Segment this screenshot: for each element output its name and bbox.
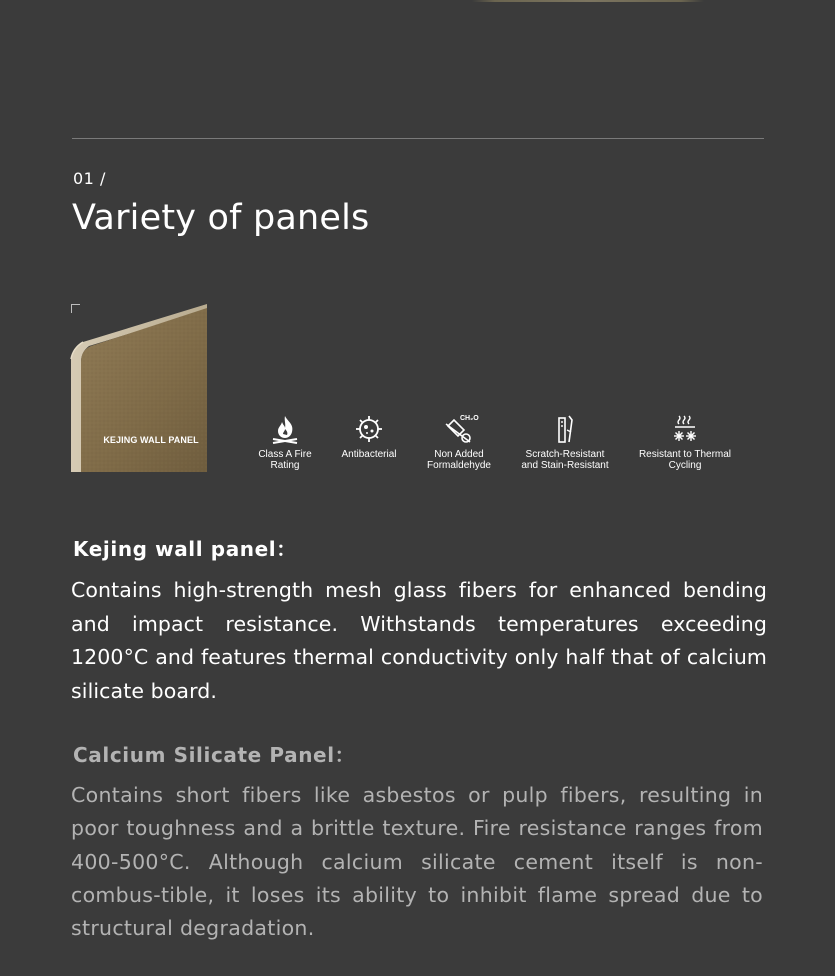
thermal-cycling-icon: [668, 412, 702, 446]
panel-image-label: KEJING WALL PANEL: [103, 435, 199, 445]
feature-label: Class A Fire Rating: [258, 449, 312, 471]
kejing-heading: Kejing wall panel：: [73, 537, 297, 561]
feature-label: Resistant to Thermal Cycling: [638, 449, 732, 471]
formaldehyde-icon: [442, 412, 479, 446]
calcium-heading: Calcium Silicate Panel：: [73, 743, 356, 767]
page-title: Variety of panels: [72, 198, 370, 238]
feature-formaldehyde: [422, 412, 496, 471]
antibacterial-icon: [352, 412, 386, 446]
feature-label: Non Added Formaldehyde: [427, 449, 491, 471]
panel-sample-image: [71, 304, 207, 472]
feature-fire-rating: [254, 412, 316, 471]
feature-thermal-cycling: [633, 412, 737, 471]
top-image-edge: [472, 0, 704, 2]
formaldehyde-icon-text: CH₂O: [460, 415, 479, 422]
feature-label: Scratch-Resistant and Stain-Resistant: [521, 449, 609, 471]
feature-antibacterial: [337, 412, 401, 461]
feature-scratch-resistant: [516, 412, 614, 471]
section-divider: [72, 138, 764, 139]
flame-icon: [268, 412, 302, 446]
section-number: 01 /: [73, 169, 106, 188]
panel-board-illustration: [71, 304, 207, 472]
scratch-resistant-icon: [548, 412, 582, 446]
corner-marker: [71, 304, 80, 313]
kejing-description: Contains high-strength mesh glass fibers for enhanced bending and impact resistance. Withstands temperatures exceeding 1200°C and features thermal conductivity only half that of calcium silicate board.: [71, 578, 767, 703]
calcium-description: Contains short fibers like asbestos or pulp fibers, resulting in poor toughness and a brittle texture. Fire resistance ranges from 400-500°C. Although calcium silicate cement itself is non-combus-tible, it loses its ability to inhibit flame spread due to structural degradation.: [71, 783, 763, 941]
feature-label: Antibacterial: [341, 449, 397, 460]
